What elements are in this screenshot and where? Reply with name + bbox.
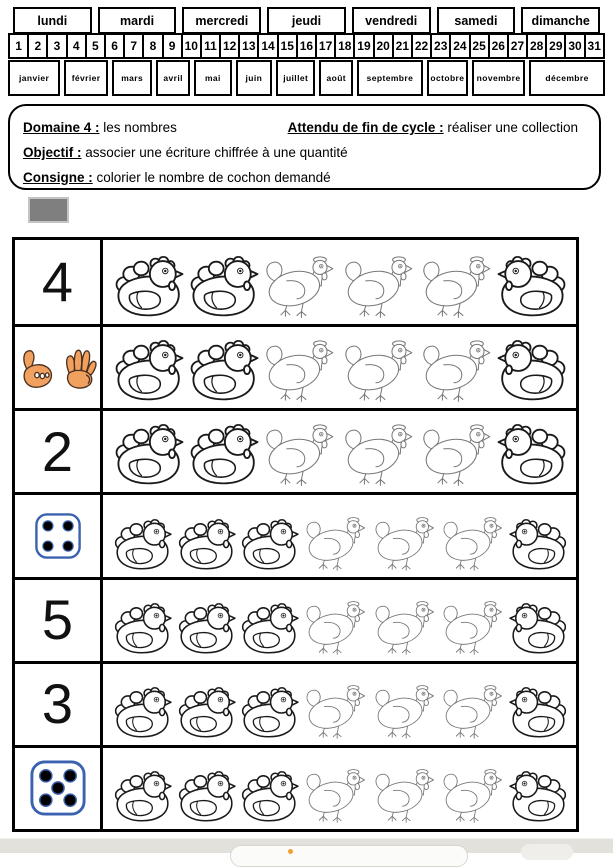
calendar-number-cell: 4 — [66, 33, 87, 59]
consigne-label: Consigne : — [23, 170, 93, 185]
count-cell-numeral-5 — [15, 580, 103, 661]
calendar-number-cell: 13 — [238, 33, 259, 59]
hen-outline-icon — [508, 771, 570, 823]
calendar-day-samedi: samedi — [437, 7, 516, 34]
hen-outline-icon — [508, 603, 570, 655]
hen-outline-icon — [111, 424, 185, 486]
hen-outline-icon — [418, 254, 495, 318]
hen-outline-icon — [238, 771, 300, 823]
hen-outline-icon — [261, 254, 338, 318]
calendar-day-dimanche: dimanche — [521, 7, 600, 34]
hen-outline-icon — [261, 422, 338, 486]
hen-outline-icon — [302, 683, 369, 739]
calendar-number-cell: 17 — [315, 33, 336, 59]
table-row — [15, 661, 576, 745]
count-cell-fingers-5 — [15, 327, 103, 408]
calendar-number-cell: 19 — [353, 33, 374, 59]
hen-outline-icon — [496, 340, 570, 402]
calendar-month: juillet — [276, 60, 316, 96]
hen-outline-icon — [175, 519, 237, 571]
info-line-consigne — [23, 165, 586, 190]
calendar-table — [8, 7, 605, 96]
domaine-text: les nombres — [103, 120, 177, 135]
calendar-day-mercredi: mercredi — [182, 7, 261, 34]
numeral: 5 — [41, 588, 74, 652]
calendar-day-jeudi: jeudi — [267, 7, 346, 34]
calendar-month-row — [8, 60, 605, 96]
hen-strip — [103, 495, 576, 576]
hen-outline-icon — [238, 687, 300, 739]
calendar-number-cell: 20 — [373, 33, 394, 59]
taskbar-tray-button[interactable] — [521, 844, 573, 860]
calendar-number-cell: 27 — [507, 33, 528, 59]
hen-outline-icon — [111, 603, 173, 655]
count-cell-numeral-2 — [15, 411, 103, 492]
hen-outline-icon — [371, 683, 438, 739]
info-line-objectif — [23, 140, 586, 165]
calendar-month: mai — [194, 60, 232, 96]
hen-strip — [103, 580, 576, 661]
hen-strip — [103, 664, 576, 745]
calendar-number-cell: 6 — [104, 33, 125, 59]
calendar-number-cell: 12 — [219, 33, 240, 59]
calendar-number-cell: 18 — [334, 33, 355, 59]
objectif-text: associer une écriture chiffrée à une quantité — [85, 145, 348, 160]
table-row — [15, 240, 576, 324]
gray-rectangle — [28, 197, 69, 223]
hen-outline-icon — [175, 687, 237, 739]
hen-outline-icon — [302, 767, 369, 823]
calendar-number-cell: 1 — [8, 33, 29, 59]
hen-outline-icon — [340, 254, 417, 318]
hen-outline-icon — [238, 603, 300, 655]
calendar-month: décembre — [529, 60, 605, 96]
hen-outline-icon — [439, 515, 506, 571]
calendar-number-cell: 8 — [142, 33, 163, 59]
hen-outline-icon — [418, 422, 495, 486]
calendar-number-cell: 11 — [200, 33, 221, 59]
calendar-month: février — [64, 60, 108, 96]
hen-outline-icon — [340, 422, 417, 486]
hen-outline-icon — [508, 519, 570, 571]
hen-outline-icon — [302, 599, 369, 655]
hen-outline-icon — [186, 256, 260, 318]
calendar-number-cell: 5 — [85, 33, 106, 59]
hen-outline-icon — [261, 338, 338, 402]
domaine-label: Domaine 4 : — [23, 120, 100, 135]
dice-five-icon — [28, 759, 88, 817]
table-row — [15, 577, 576, 661]
calendar-number-cell: 23 — [430, 33, 451, 59]
calendar-day-vendredi: vendredi — [352, 7, 431, 34]
calendar-month: août — [319, 60, 353, 96]
consigne-text: colorier le nombre de cochon demandé — [96, 170, 331, 185]
calendar-number-cell: 10 — [181, 33, 202, 59]
hen-outline-icon — [111, 771, 173, 823]
hen-strip — [103, 748, 576, 829]
calendar-month: novembre — [472, 60, 525, 96]
hen-outline-icon — [439, 683, 506, 739]
table-row — [15, 324, 576, 408]
count-cell-dice-5 — [15, 748, 103, 829]
calendar-number-cell: 3 — [46, 33, 67, 59]
calendar-number-cell: 30 — [564, 33, 585, 59]
hen-outline-icon — [186, 424, 260, 486]
calendar-number-cell: 24 — [449, 33, 470, 59]
calendar-number-cell: 31 — [584, 33, 605, 59]
calendar-day-row — [8, 7, 605, 34]
table-row — [15, 408, 576, 492]
taskbar-search-pill[interactable] — [230, 845, 468, 867]
calendar-day-mardi: mardi — [98, 7, 177, 34]
calendar-number-cell: 14 — [257, 33, 278, 59]
hen-strip — [103, 411, 576, 492]
hen-outline-icon — [186, 340, 260, 402]
calendar-number-cell: 26 — [488, 33, 509, 59]
calendar-month: juin — [236, 60, 272, 96]
hen-outline-icon — [439, 599, 506, 655]
hen-outline-icon — [496, 256, 570, 318]
calendar-number-cell: 9 — [162, 33, 183, 59]
calendar-month: avril — [156, 60, 190, 96]
numeral: 3 — [41, 672, 74, 736]
hen-outline-icon — [418, 338, 495, 402]
calendar-month: septembre — [357, 60, 423, 96]
hen-outline-icon — [111, 256, 185, 318]
activity-table — [12, 237, 579, 832]
count-cell-dice-4 — [15, 495, 103, 576]
calendar-number-cell: 15 — [277, 33, 298, 59]
hen-outline-icon — [371, 599, 438, 655]
dice-four-icon — [32, 512, 84, 560]
hen-outline-icon — [371, 515, 438, 571]
numeral: 2 — [41, 419, 74, 483]
table-row — [15, 745, 576, 829]
lesson-info-box — [8, 104, 601, 190]
hen-outline-icon — [175, 771, 237, 823]
calendar-day-numbers — [8, 33, 605, 59]
table-row — [15, 492, 576, 576]
hen-outline-icon — [439, 767, 506, 823]
hen-outline-icon — [340, 338, 417, 402]
calendar-number-cell: 29 — [545, 33, 566, 59]
hen-outline-icon — [111, 519, 173, 571]
calendar-number-cell: 16 — [296, 33, 317, 59]
numeral: 4 — [41, 250, 74, 314]
calendar-number-cell: 2 — [27, 33, 48, 59]
hen-outline-icon — [111, 687, 173, 739]
hen-outline-icon — [496, 424, 570, 486]
hen-strip — [103, 240, 576, 324]
taskbar — [0, 838, 613, 853]
hen-outline-icon — [238, 519, 300, 571]
search-logo-icon — [288, 849, 293, 854]
calendar-number-cell: 7 — [123, 33, 144, 59]
calendar-month: janvier — [8, 60, 60, 96]
hen-outline-icon — [508, 687, 570, 739]
attendu-label: Attendu de fin de cycle : — [287, 120, 444, 135]
hen-outline-icon — [111, 340, 185, 402]
hen-outline-icon — [302, 515, 369, 571]
attendu-text: réaliser une collection — [447, 120, 578, 135]
hen-outline-icon — [371, 767, 438, 823]
calendar-day-lundi: lundi — [13, 7, 92, 34]
calendar-number-cell: 25 — [469, 33, 490, 59]
four-fingers-hand-icon — [59, 345, 99, 391]
count-cell-numeral-3 — [15, 664, 103, 745]
calendar-month: octobre — [427, 60, 468, 96]
objectif-label: Objectif : — [23, 145, 82, 160]
calendar-month: mars — [112, 60, 152, 96]
calendar-number-cell: 28 — [526, 33, 547, 59]
info-line-domaine — [23, 115, 586, 140]
calendar-number-cell: 21 — [392, 33, 413, 59]
hen-outline-icon — [175, 603, 237, 655]
thumb-up-hand-icon — [17, 345, 57, 391]
count-cell-numeral-4 — [15, 240, 103, 324]
hen-strip — [103, 327, 576, 408]
calendar-number-cell: 22 — [411, 33, 432, 59]
